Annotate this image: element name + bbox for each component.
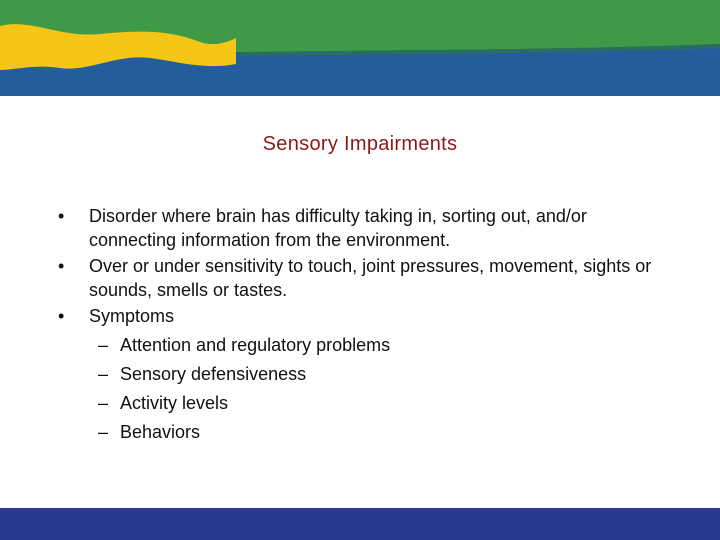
wave-graphic — [0, 0, 720, 96]
bullet-marker: • — [58, 206, 65, 226]
header-banner — [0, 0, 720, 96]
bullet-marker: • — [58, 256, 65, 276]
sub-bullet-text: Behaviors — [120, 422, 201, 442]
bullet-text: Over or under sensitivity to touch, joint pressures, movement, sights or sounds, smells or tastes. — [89, 256, 652, 300]
bullet-item — [58, 252, 678, 302]
bullet-item — [58, 202, 678, 252]
footer-bar — [0, 508, 720, 540]
sub-bullet-text: Sensory defensiveness — [120, 364, 307, 384]
sub-bullet-text: Attention and regulatory problems — [120, 335, 391, 355]
sub-bullet-item — [58, 418, 678, 447]
sub-bullet-text: Activity levels — [120, 393, 229, 413]
sub-bullet-item — [58, 360, 678, 389]
bullet-item — [58, 302, 678, 331]
bullet-marker: • — [58, 306, 65, 326]
sub-bullet-marker: – — [98, 364, 109, 384]
sub-bullet-item — [58, 389, 678, 418]
sub-bullet-item — [58, 331, 678, 360]
slide-title: Sensory Impairments — [262, 133, 458, 155]
sub-bullet-marker: – — [98, 422, 109, 442]
sub-bullet-marker: – — [98, 393, 109, 413]
bullet-text: Symptoms — [89, 306, 175, 326]
bullet-text: Disorder where brain has difficulty taking in, sorting out, and/or connecting information from the environment. — [89, 206, 587, 250]
sub-bullet-marker: – — [98, 335, 109, 355]
bullet-list — [58, 202, 678, 447]
